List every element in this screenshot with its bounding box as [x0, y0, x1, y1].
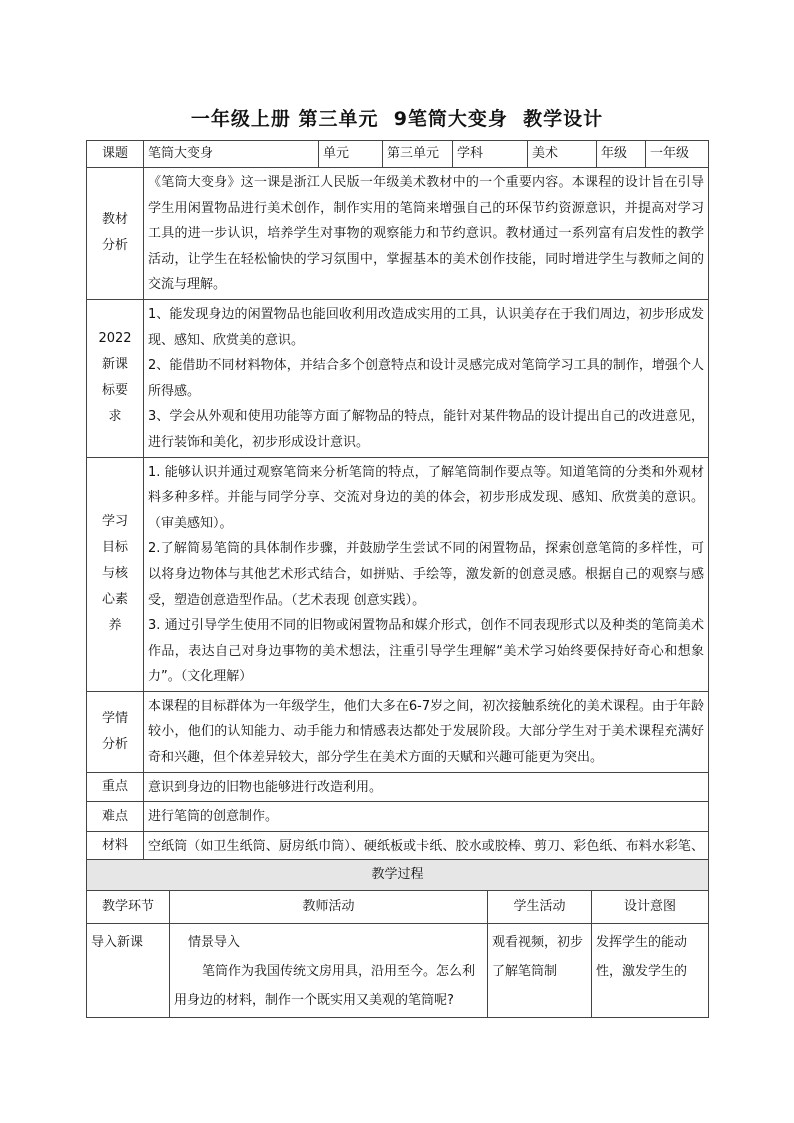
info-row — [87, 141, 709, 168]
unit-value: 第三单元 — [383, 141, 453, 168]
process-header: 教学过程 — [87, 860, 709, 891]
label-line: 养 — [108, 618, 122, 634]
label-line: 标要 — [101, 383, 128, 399]
unit-label: 单元 — [319, 141, 383, 168]
column-header: 学生活动 — [488, 891, 592, 924]
label-line: 重点 — [101, 778, 128, 794]
section-content — [144, 772, 709, 802]
section-content — [144, 802, 709, 832]
section-content — [144, 691, 709, 772]
paragraph: 3. 通过引导学生使用不同的旧物或闲置物品和媒介形式，创作不同表现形式以及种类的笔筒美术作品，表达自己对身边事物的美术想法，注重引导学生理解“美术学习始终要保持好奇心和想象力”。（文化理解） — [148, 618, 704, 685]
section-row — [87, 802, 709, 832]
label-line: 分析 — [101, 238, 128, 254]
teacher-activity-cell — [170, 924, 488, 1018]
subject-label: 学科 — [453, 141, 528, 168]
column-header: 教师活动 — [170, 891, 488, 924]
section-label — [87, 457, 144, 691]
paragraph: 本课程的目标群体为一年级学生，他们大多在6-7岁之间，初次接触系统化的美术课程。由于年龄较小，他们的认知能力、动手能力和情感表达都处于发展阶段。大部分学生对于美术课程充满好奇和兴趣，但个体差异较大，部分学生在美术方面的天赋和兴趣可能更为突出。 — [148, 698, 704, 766]
label-line: 心素 — [101, 592, 128, 608]
section-content — [144, 168, 709, 300]
label-line: 目标 — [101, 540, 128, 556]
process-row — [87, 924, 709, 1018]
label-line: 材料 — [101, 837, 128, 853]
paragraph: 空纸筒（如卫生纸筒、厨房纸巾筒）、硬纸板或卡纸、胶水或胶棒、剪刀、彩色纸、布料水彩笔、 — [148, 838, 704, 854]
process-column-headers — [87, 891, 709, 924]
paragraph: 进行笔筒的创意制作。 — [148, 809, 279, 825]
section-label — [87, 168, 144, 300]
section-content — [144, 299, 709, 457]
paragraph: 1、能发现身边的闲置物品也能回收利用改造成实用的工具，认识美存在于我们周边，初步形成发现、感知、欣赏美的意识。 — [148, 306, 704, 348]
grade-label: 年级 — [597, 141, 646, 168]
section-label — [87, 802, 144, 832]
paragraph: 2、能借助不同材料物体，并结合多个创意特点和设计灵感完成对笔筒学习工具的制作，增强个人所得感。 — [148, 358, 704, 399]
label-line: 教材 — [101, 212, 128, 228]
paragraph: 3、学会从外观和使用功能等方面了解物品的特点，能针对某件物品的设计提出自己的改进意见，进行装饰和美化，初步形成设计意识。 — [148, 409, 704, 450]
section-row — [87, 457, 709, 691]
section-label — [87, 299, 144, 457]
section-row — [87, 772, 709, 802]
section-row — [87, 691, 709, 772]
topic-label: 课题 — [87, 141, 144, 168]
teaching-process-table — [86, 859, 709, 1018]
label-line: 新课 — [101, 357, 128, 373]
student-activity-cell: 观看视频，初步了解笔筒制 — [488, 924, 592, 1018]
column-header: 教学环节 — [87, 891, 170, 924]
section-label — [87, 772, 144, 802]
teacher-activity-title: 情景导入 — [188, 935, 241, 950]
label-line: 难点 — [101, 808, 128, 824]
topic-value: 笔筒大变身 — [144, 141, 319, 168]
section-row — [87, 168, 709, 300]
column-header: 设计意图 — [592, 891, 709, 924]
label-line: 与核 — [101, 566, 128, 582]
section-label — [87, 691, 144, 772]
section-content — [144, 457, 709, 691]
stage-cell: 导入新课 — [87, 924, 170, 1018]
label-line: 2022 — [98, 331, 132, 347]
paragraph: 2.了解简易笔筒的具体制作步骤，并鼓励学生尝试不同的闲置物品，探索创意笔筒的多样性，可以将身边物体与其他艺术形式结合，如拼贴、手绘等，激发新的创意灵感。根据自己的观察与感受，塑造创意造型作品。（艺术表现 创意实践）。 — [148, 541, 704, 608]
process-header-row — [87, 860, 709, 891]
label-line: 学情 — [101, 710, 128, 726]
label-line: 求 — [108, 409, 122, 425]
page-title: 一年级上册 第三单元 9笔筒大变身 教学设计 — [190, 108, 604, 130]
paragraph: 《笔筒大变身》这一课是浙江人民版一年级美术教材中的一个重要内容。本课程的设计旨在引导学生用闲置物品进行美术创作，制作实用的笔筒来增强自己的环保节约资源意识，并提高对学习工具的进一步认识，培养学生对事物的观察能力和节约意识。教材通过一系列富有启发性的教学活动，让学生在轻松愉快的学习氛围中，掌握基本的美术创作技能，同时增进学生与教师之间的交流与理解。 — [148, 175, 704, 293]
paragraph: 1. 能够认识并通过观察笔筒来分析笔筒的特点，了解笔筒制作要点等。知道笔筒的分类和外观材料多种多样。并能与同学分享、交流对身边的美的体会，初步形成发现、感知、欣赏美的意识。（审美感知）。 — [148, 464, 704, 531]
design-intent-cell: 发挥学生的能动性，激发学生的 — [592, 924, 709, 1018]
grade-value: 一年级 — [646, 141, 709, 168]
label-line: 分析 — [101, 736, 128, 752]
lesson-info-table — [86, 140, 709, 887]
subject-value: 美术 — [528, 141, 597, 168]
teacher-activity-text: 笔筒作为我国传统文房用具，沿用至今。怎么利用身边的材料，制作一个既实用又美观的笔筒呢? — [174, 964, 476, 1008]
label-line: 学习 — [101, 514, 128, 530]
paragraph: 意识到身边的旧物也能够进行改造利用。 — [148, 779, 383, 795]
section-row — [87, 299, 709, 457]
